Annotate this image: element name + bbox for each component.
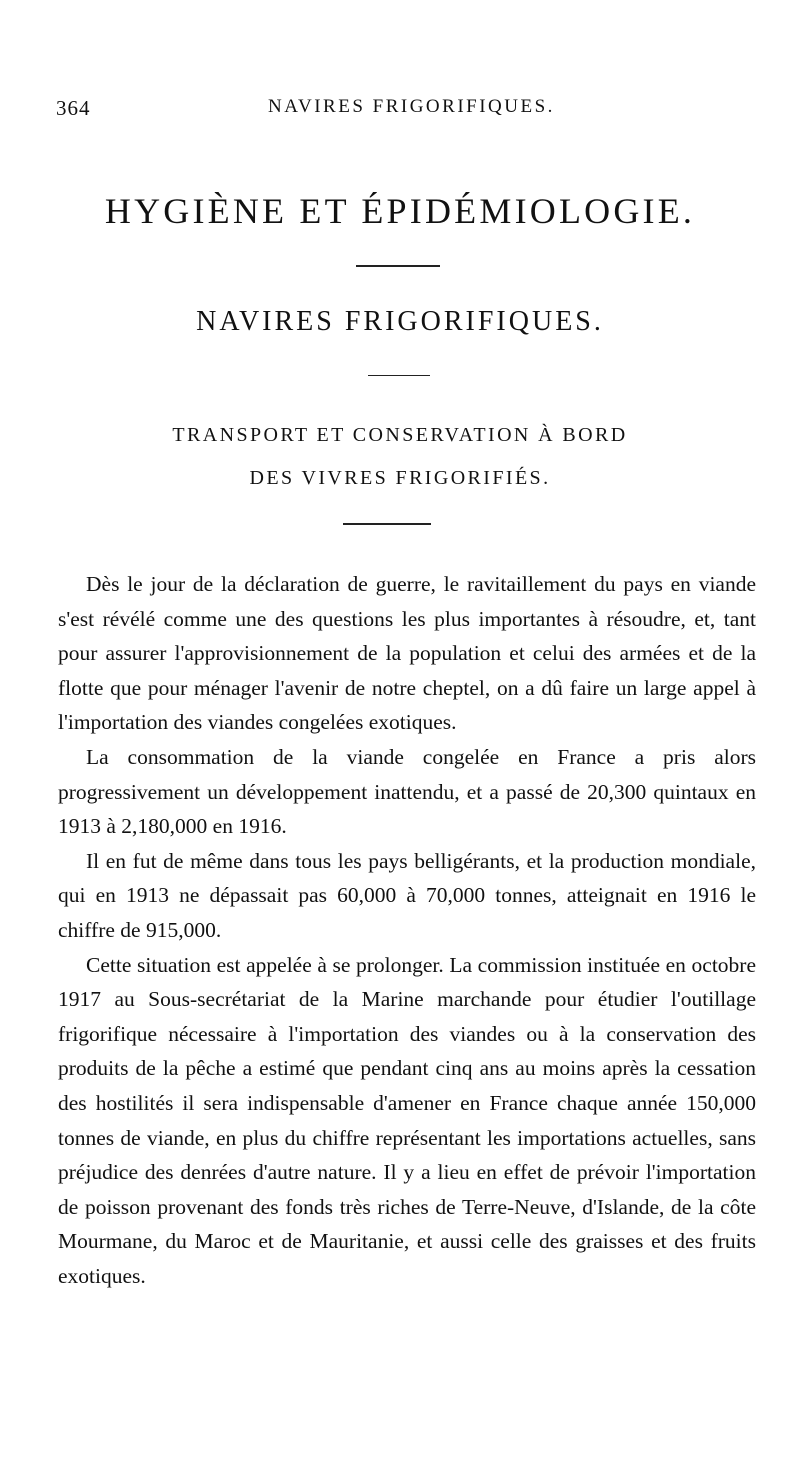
body-text [58,567,756,1293]
topic-heading-line-2: DES VIVRES FRIGORIFIÉS. [249,467,551,489]
subtitle: NAVIRES FRIGORIFIQUES. [196,306,604,337]
topic-heading-line-1: TRANSPORT ET CONSERVATION À BORD [172,424,628,446]
divider-rule [368,375,430,376]
section-title: HYGIÈNE ET ÉPIDÉMIOLOGIE. [104,191,696,231]
paragraph: Cette situation est appelée à se prolonger. La commission instituée en octobre 1917 au Sous-secrétariat de la Marine marchande pour étudier l'outillage frigorifique nécessaire à l'importation des viandes ou à la conservation des produits de la pêche a estimé que pendant cinq ans au moins après la cessation des hostilités il sera indispensable d'amener en France chaque année 150,000 tonnes de viande, en plus du chiffre représentant les importations actuelles, sans préjudice des denrées d'autre nature. Il y a lieu en effet de prévoir l'importation de poisson provenant des fonds très riches de Terre-Neuve, d'Islande, de la côte Mourmane, du Maroc et de Mauritanie, et aussi celle des graisses et des fruits exotiques. [58,952,756,1288]
paragraph: Il en fut de même dans tous les pays belligérants, et la production mondiale, qui en 1913 ne dépassait pas 60,000 à 70,000 tonnes, atteignait en 1916 le chiffre de 915,000. [58,848,756,942]
paragraph: Dès le jour de la déclaration de guerre, le ravitaillement du pays en viande s'est révélé comme une des questions les plus importantes à résoudre, et, tant pour assurer l'approvisionnement de la population et celui des armées et de la flotte que pour ménager l'avenir de notre cheptel, on a dû faire un large appel à l'importation des viandes congelées exotiques. [58,572,756,735]
running-title: NAVIRES FRIGORIFIQUES. [268,96,555,117]
divider-rule [343,523,431,525]
page-number: 364 [56,96,91,120]
paragraph: La consommation de la viande congelée en France a pris alors progressivement un développement inattendu, et a passé de 20,300 quintaux en 1913 à 2,180,000 en 1916. [58,744,756,839]
running-head [56,96,756,130]
divider-rule [356,265,440,267]
